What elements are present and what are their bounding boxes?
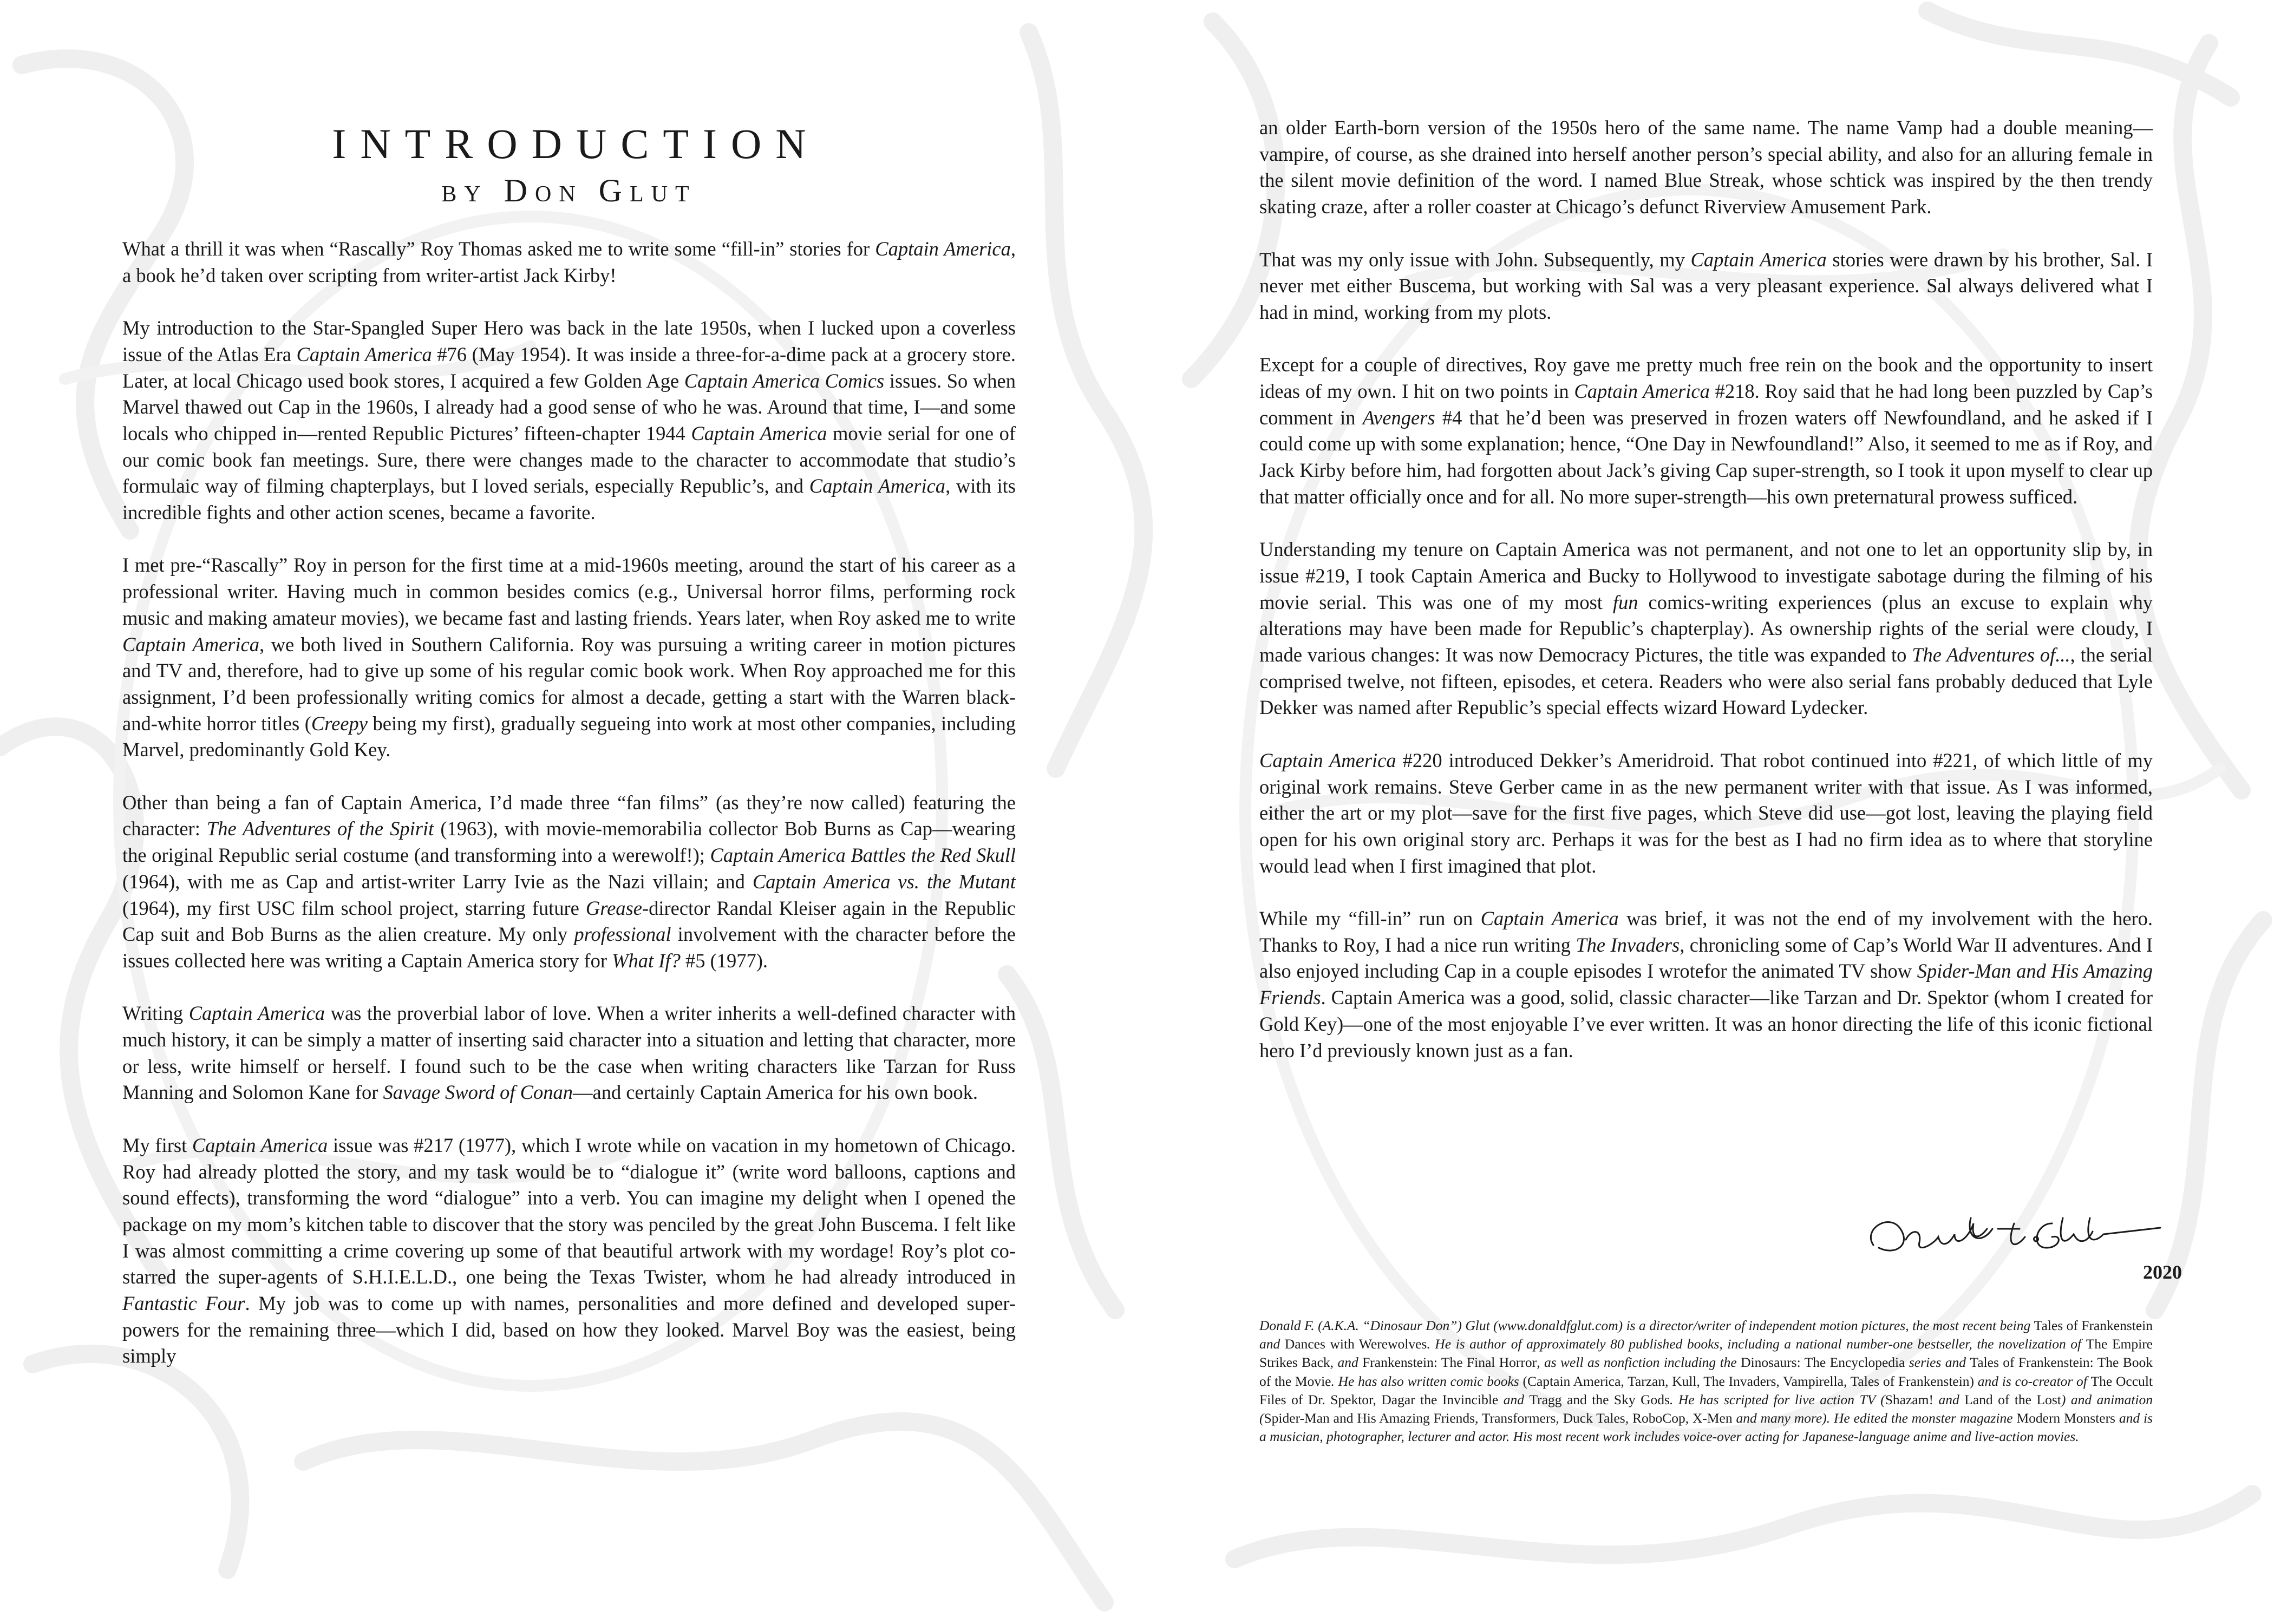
paragraph bbox=[122, 1000, 1016, 1106]
italic-text: Spider-Man and His Amazing Friends bbox=[1259, 960, 2153, 1009]
paragraph bbox=[122, 315, 1016, 526]
italic-text: Captain America bbox=[1259, 749, 1396, 771]
italic-text: Captain America bbox=[296, 343, 432, 365]
paragraph bbox=[1259, 906, 2153, 1064]
paragraph bbox=[1259, 536, 2153, 721]
italic-text: The Invaders bbox=[1576, 933, 1680, 956]
bio-italic-text: , and bbox=[1330, 1354, 1363, 1371]
text-run: . Captain America was a good, solid, classic character—like Tarzan and Dr. Spektor (whom I created for Gold Key)—one of the most enjoyable I’ve ever written. It was an honor directing the life of this iconic fictional hero I’d previously known just as a fan. bbox=[1259, 986, 2153, 1062]
italic-text: Captain America bbox=[809, 475, 946, 497]
paragraph bbox=[122, 552, 1016, 763]
text-run: Understanding my tenure on Captain America was not permanent, and not one to let an opportunity slip by, in issue #219, I took Captain America and Bucky to Hollywood to investigate sabotage during the filming of his movie serial. This was one of my most bbox=[1259, 538, 2153, 613]
bio-title-text: The Empire Strikes Back bbox=[1259, 1336, 2153, 1371]
text-run: #4 that he’d been was preserved in frozen waters off Newfoundland, and he asked if I could come up with some explanation; hence, “One Day in Newfoundland!” Also, it seemed to me as if Roy, and Jack Kirby before him, had forgotten about Jack’s giving Cap super-strength, so I took it upon myself to clear up that matter officially once and for all. No more super-strength—his own preternatural prowess sufficed. bbox=[1259, 406, 2153, 508]
bio-italic-text: and bbox=[1259, 1336, 1285, 1352]
text-run: #5 (1977). bbox=[680, 949, 768, 972]
text-run: #220 introduced Dekker’s Ameridroid. That robot continued into #221, of which little of my original work remains. Steve Gerber came in as the new permanent writer with that issue. As I was informed, either the art or my plot—save for the first five pages, which Steve did use—got lost, leaving the playing field open for his own original story arc. Perhaps it was for the best as I had no firm idea as to where that storyline would lead when I first imagined that plot. bbox=[1259, 749, 2153, 877]
text-run: , chronicling some of Cap’s World War II adventures. And I also enjoyed including Cap in a couple episodes I wrotefor the animated TV show bbox=[1259, 933, 2153, 983]
right-page bbox=[1137, 0, 2274, 1624]
text-run: (1964), my first USC film school project, starring future bbox=[122, 896, 586, 919]
bio-title-text: Dinosaurs: The Encyclopedia bbox=[1741, 1354, 1905, 1371]
text-run: Other than being a fan of Captain America, I’d made three “fan films” (as they’re now called) featuring the character: bbox=[122, 791, 1016, 840]
bio-italic-text: and bbox=[1498, 1391, 1530, 1407]
text-run: Except for a couple of directives, Roy gave me pretty much free rein on the book and the opportunity to insert ideas of my own. I hit on two points in bbox=[1259, 353, 2153, 402]
paragraph bbox=[1259, 247, 2153, 326]
italic-text: Captain America vs. the Mutant bbox=[752, 870, 1016, 893]
italic-text: Captain America bbox=[192, 1134, 328, 1156]
bio-italic-text: and many more). He edited the monster magazine bbox=[1732, 1410, 2017, 1426]
text-run: While my “fill-in” run on bbox=[1259, 907, 1481, 930]
paragraph bbox=[1259, 748, 2153, 880]
bio-italic-text: . He has scripted for live action TV ( bbox=[1669, 1391, 1885, 1407]
text-run: (1963), with movie-memorabilia collector Bob Burns as Cap—wearing the original Republic serial costume (and transforming into a werewolf!); bbox=[122, 817, 1016, 867]
text-run: I met pre-“Rascally” Roy in person for the first time at a mid-1960s meeting, around the start of his career as a professional writer. Having much in common besides comics (e.g., Universal horror films, performing rock music and making amateur movies), we became fast and lasting friends. Years later, when Roy asked me to write bbox=[122, 554, 1016, 629]
text-run: (1964), with me as Cap and artist-writer Larry Ivie as the Nazi villain; and bbox=[122, 870, 753, 893]
byline: by Don Glut bbox=[441, 173, 697, 208]
paragraph bbox=[122, 1132, 1016, 1370]
bio-title-text: Modern Monsters bbox=[2016, 1410, 2115, 1426]
bio-italic-text: and is a musician, photographer, lecturer and actor. His most recent work includes voice-over acting for Japanese-language anime and live-action movies. bbox=[1259, 1410, 2153, 1445]
italic-text: The Adventures of... bbox=[1912, 644, 2070, 666]
bio-italic-text: series and bbox=[1905, 1354, 1970, 1371]
paragraph bbox=[1259, 115, 2153, 220]
signature-year: 2020 bbox=[2143, 1261, 2182, 1283]
italic-text: Captain America bbox=[875, 238, 1011, 260]
paragraph bbox=[122, 236, 1016, 289]
signature-block bbox=[1857, 1207, 2182, 1283]
italic-text: Avengers bbox=[1362, 406, 1435, 429]
signature-graphic bbox=[1857, 1207, 2182, 1261]
text-run: was brief, it was not the end of my involvement with the hero. Thanks to Roy, I had a nice run writing bbox=[1259, 907, 2153, 956]
bio-title-text: Shazam! bbox=[1885, 1391, 1933, 1407]
right-column bbox=[1259, 115, 2153, 1090]
text-run: , with its incredible fights and other action scenes, became a favorite. bbox=[122, 475, 1016, 524]
text-run: What a thrill it was when “Rascally” Roy Thomas asked me to write some “fill-in” stories for bbox=[122, 238, 875, 260]
italic-text: The Adventures of the Spirit bbox=[206, 817, 434, 840]
bio-italic-text: . He is author of approximately 80 published books, including a national number-one bestseller, the novelization of bbox=[1427, 1336, 2086, 1352]
title-block bbox=[122, 118, 1016, 211]
italic-text: Captain America bbox=[691, 422, 827, 444]
text-run: being my first), gradually segueing into work at most other companies, including Marvel, predominantly Gold Key. bbox=[122, 712, 1016, 761]
italic-text: fun bbox=[1612, 591, 1638, 613]
text-run: was the proverbial labor of love. When a writer inherits a well-defined character with much history, it can be simply a matter of inserting said character into a situation and letting that character, more or less, write himself or herself. I found such to be the case when writing characters like Tarzan for Russ Manning and Solomon Kane for bbox=[122, 1002, 1016, 1104]
text-run: Writing bbox=[122, 1002, 189, 1025]
bio-title-text: Tales of Frankenstein bbox=[2034, 1318, 2153, 1333]
bio-italic-text: . He has also written comic books bbox=[1331, 1373, 1523, 1389]
text-run: My first bbox=[122, 1134, 192, 1156]
text-run: an older Earth-born version of the 1950s hero of the same name. The name Vamp had a double meaning—vampire, of course, as she drained into herself another person’s special ability, and also for an alluring female in the silent movie definition of the word. I named Blue Streak, whose schtick was inspired by the then trendy skating craze, after a roller coaster at Chicago’s defunct Riverview Amusement Park. bbox=[1259, 116, 2153, 218]
paragraph bbox=[1259, 352, 2153, 510]
text-run: issue was #217 (1977), which I wrote while on vacation in my hometown of Chicago. Roy had already plotted the story, and my task would be to “dialogue it” (write word balloons, captions and sound effects), transforming the word “dialogue” into a verb. You can imagine my delight when I opened the package on my mom’s kitchen table to discover that the story was penciled by the great John Buscema. I felt like I was almost committing a crime covering up some of that beautiful artwork with my wordage! Roy’s plot co-starred the super-agents of S.H.I.E.L.D., one being the Texas Twister, whom he had already introduced in bbox=[122, 1134, 1016, 1288]
bio-title-text: (Captain America, Tarzan, Kull, The Invaders, Vampirella, Tales of Frankenstein) bbox=[1522, 1373, 1975, 1389]
italic-text: Captain America Comics bbox=[684, 369, 885, 392]
bio-title-text: Land of the Lost bbox=[1964, 1391, 2061, 1407]
text-run: #218. Roy said that he had long been puzzled by Cap’s comment in bbox=[1259, 380, 2153, 429]
italic-text: Captain America bbox=[1574, 380, 1710, 402]
bio-italic-text: Donald F. (A.K.A. “Dinosaur Don”) Glut (www.donaldfglut.com) is a director/writer of independent motion pictures, the most recent being bbox=[1259, 1318, 2034, 1333]
italic-text: Captain America bbox=[1480, 907, 1619, 930]
bio-title-text: Frankenstein: The Final Horror bbox=[1362, 1354, 1537, 1371]
text-run: movie serial for one of our comic book fan meetings. Sure, there were changes made to the character to accommodate that studio’s formulaic way of filming chapterplays, but I loved serials, especially Republic’s, and bbox=[122, 422, 1016, 497]
italic-text: professional bbox=[574, 923, 671, 946]
italic-text: Grease bbox=[585, 896, 642, 919]
author-bio bbox=[1259, 1317, 2153, 1446]
text-run: comics-writing experiences (plus an excuse to explain why alterations may have been made for Republic’s chapterplay). As ownership rights of the serial were cloudy, I made various changes: It was now Democracy Pictures, the title was expanded to bbox=[1259, 591, 2153, 666]
page-title: INTRODUCTION bbox=[332, 120, 820, 167]
italic-text: Savage Sword of Conan bbox=[383, 1081, 573, 1104]
text-run: #76 (May 1954). It was inside a three-for-a-dime pack at a grocery store. Later, at local Chicago used book stores, I acquired a few Golden Age bbox=[122, 343, 1016, 392]
bio-title-text: Tales of Frankenstein: The Book of the Movie bbox=[1259, 1354, 2153, 1389]
text-run: , a book he’d taken over scripting from writer-artist Jack Kirby! bbox=[122, 238, 1016, 286]
text-run: -director Randal Kleiser again in the Republic Cap suit and Bob Burns as the alien creature. My only bbox=[122, 896, 1016, 946]
bio-title-text: Tragg and the Sky Gods bbox=[1529, 1391, 1670, 1407]
bio-italic-text: and is co-creator of bbox=[1974, 1373, 2091, 1389]
bio-italic-text: , as well as nonfiction including the bbox=[1537, 1354, 1741, 1371]
left-column bbox=[122, 236, 1016, 1396]
text-run: . My job was to come up with names, personalities and more defined and developed super-powers for the remaining three—which I did, based on how they looked. Marvel Boy was the easiest, being simply bbox=[122, 1292, 1016, 1367]
paragraph bbox=[122, 790, 1016, 974]
text-run: , the serial comprised twelve, not fifteen, episodes, et cetera. Readers who were also serial fans probably deduced that Lyle Dekker was named after Republic’s special effects wizard Howard Lydecker. bbox=[1259, 644, 2153, 719]
text-run: My introduction to the Star-Spangled Super Hero was back in the late 1950s, when I lucked upon a coverless issue of the Atlas Era bbox=[122, 317, 1016, 365]
italic-text: Fantastic Four bbox=[122, 1292, 245, 1315]
italic-text: Creepy bbox=[311, 712, 368, 735]
bio-italic-text: ) and animation ( bbox=[1259, 1391, 2153, 1426]
italic-text: Captain America bbox=[188, 1002, 325, 1025]
text-run: involvement with the character before the issues collected here was writing a Captain America story for bbox=[122, 923, 1016, 972]
text-run: —and certainly Captain America for his own book. bbox=[573, 1081, 978, 1104]
bio-italic-text: and bbox=[1933, 1391, 1965, 1407]
italic-text: Captain America bbox=[122, 633, 260, 656]
bio-title-text: Spider-Man and His Amazing Friends, Transformers, Duck Tales, RoboCop, X-Men bbox=[1264, 1410, 1733, 1426]
italic-text: Captain America bbox=[1690, 248, 1827, 271]
bio-title-text: The Occult Files of Dr. Spektor, Dagar the Invincible bbox=[1259, 1373, 2153, 1407]
bio-title-text: Dances with Werewolves bbox=[1284, 1336, 1427, 1352]
text-run: stories were drawn by his brother, Sal. I never met either Buscema, but working with Sal was a very pleasant experience. Sal always delivered what I had in mind, working from my plots. bbox=[1259, 248, 2153, 323]
text-run: , we both lived in Southern California. Roy was pursuing a writing career in motion pictures and TV and, therefore, had to give up some of his regular comic book work. When Roy approached me for this assignment, I’d been professionally writing comics for almost a decade, getting a start with the Warren black-and-white horror titles ( bbox=[122, 633, 1016, 735]
italic-text: Captain America Battles the Red Skull bbox=[710, 844, 1016, 867]
text-run: issues. So when Marvel thawed out Cap in the 1960s, I already had a good sense of who he was. Around that time, I—and some locals who chipped in—rented Republic Pictures’ fifteen-chapter 1944 bbox=[122, 369, 1016, 444]
italic-text: What If? bbox=[612, 949, 681, 972]
text-run: That was my only issue with John. Subsequently, my bbox=[1259, 248, 1691, 271]
